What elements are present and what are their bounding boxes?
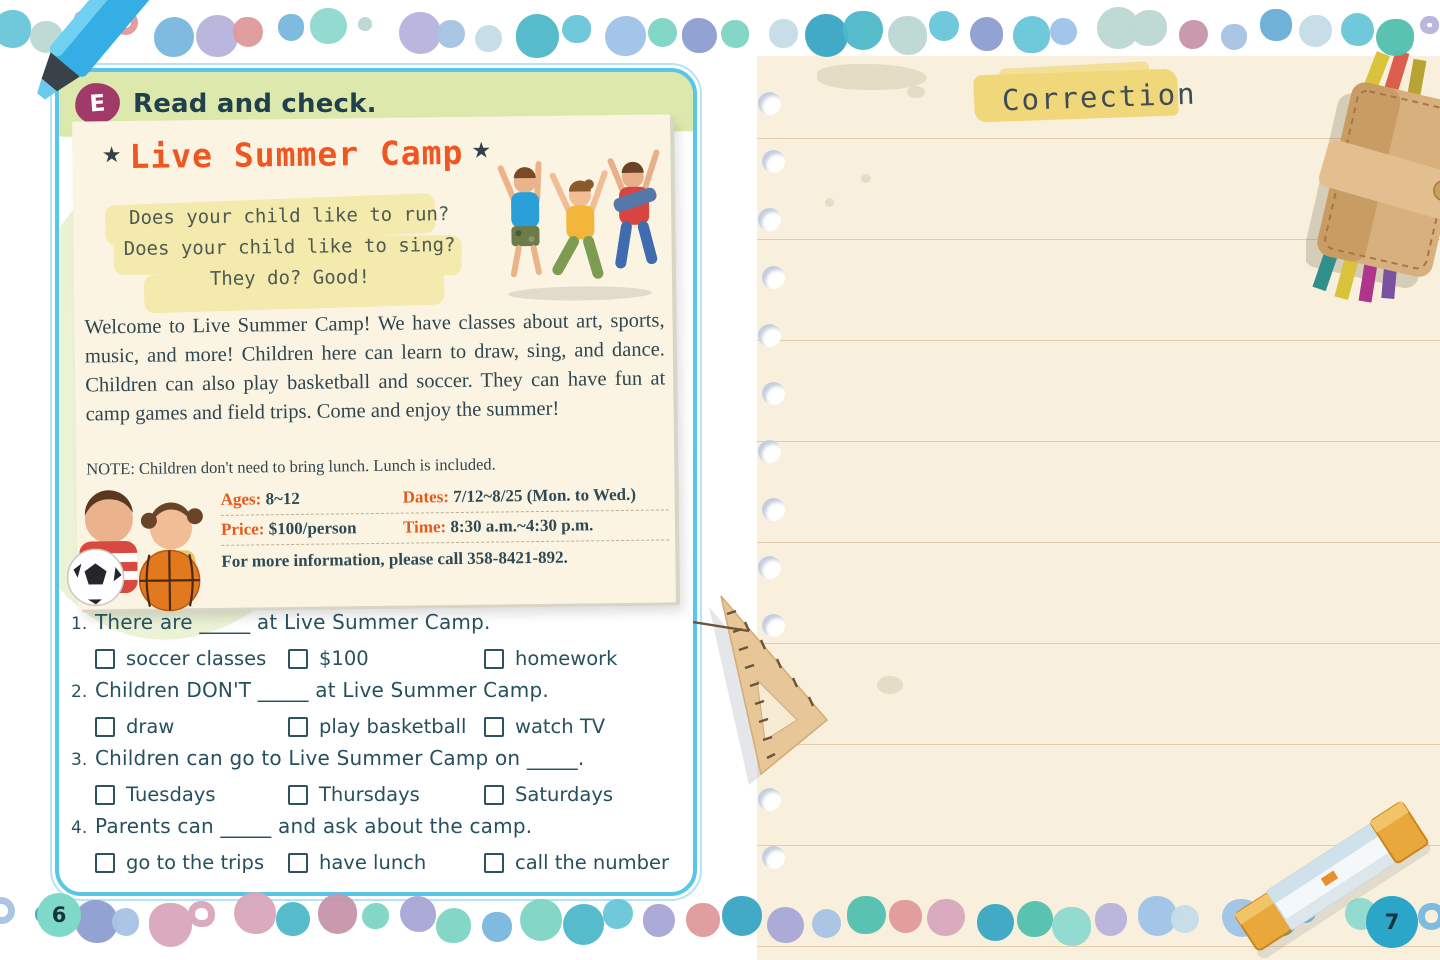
option <box>288 715 484 738</box>
kids-with-balls-photo <box>64 474 224 614</box>
checkbox[interactable] <box>288 853 308 873</box>
checkbox[interactable] <box>484 717 504 737</box>
jumping-kids-photo <box>492 120 666 304</box>
option-label: soccer classes <box>126 647 267 670</box>
paper-stain <box>825 198 834 207</box>
blue-highlighter <box>6 0 176 140</box>
dates-value: 7/12~8/25 (Mon. to Wed.) <box>453 484 637 507</box>
time-label: Time: <box>402 517 447 537</box>
watercolor-dot <box>437 20 464 47</box>
punch-hole <box>758 208 781 231</box>
triangle-ruler <box>693 588 843 793</box>
question-text: Children can go to Live Summer Camp on _____. <box>95 746 585 770</box>
watercolor-dot <box>1013 16 1050 53</box>
option-label: watch TV <box>515 715 606 738</box>
watercolor-dot <box>648 18 677 47</box>
watercolor-dot <box>1376 19 1413 56</box>
punch-hole <box>762 846 785 869</box>
question-text: Parents can _____ and ask about the camp. <box>95 814 533 838</box>
question-3 <box>69 746 689 812</box>
option <box>484 783 689 806</box>
watercolor-dot <box>812 909 841 938</box>
watercolor-dot <box>1299 15 1332 48</box>
exercise-panel <box>55 68 697 896</box>
punch-hole <box>762 150 785 173</box>
watercolor-dot <box>1341 13 1374 46</box>
watercolor-dot <box>605 16 645 56</box>
star-icon: ★ <box>101 143 122 169</box>
watercolor-dot <box>0 897 15 924</box>
option-label: $100 <box>319 647 369 670</box>
watercolor-dot <box>188 901 215 928</box>
flyer-note: NOTE: Children don't need to bring lunch. Lunch is included. <box>86 454 496 479</box>
option-label: homework <box>515 647 618 670</box>
checkbox[interactable] <box>95 853 115 873</box>
checkbox[interactable] <box>288 785 308 805</box>
question-text: Children DON'T _____ at Live Summer Camp. <box>95 678 549 702</box>
watercolor-dot <box>1095 903 1128 936</box>
watercolor-dot <box>1420 16 1439 35</box>
camp-info-box <box>221 480 670 576</box>
option-label: play basketball <box>319 715 467 738</box>
punch-hole <box>758 324 781 347</box>
watercolor-dot <box>970 17 1004 51</box>
marker-pen <box>1222 796 1440 960</box>
question-4 <box>69 814 689 880</box>
watercolor-dot <box>475 25 502 52</box>
watercolor-dot <box>643 904 675 936</box>
watercolor-dot <box>358 17 372 31</box>
watercolor-dot <box>888 16 927 55</box>
option <box>484 647 689 670</box>
option <box>288 851 484 874</box>
checkbox[interactable] <box>484 853 504 873</box>
watercolor-dot <box>1179 20 1208 49</box>
watercolor-dot <box>843 11 882 50</box>
watercolor-dot <box>400 896 436 932</box>
option <box>95 647 288 670</box>
question-number: 2. <box>71 682 88 702</box>
watercolor-dot <box>1260 9 1292 41</box>
option <box>288 647 484 670</box>
camp-flyer <box>72 114 676 609</box>
watercolor-dot <box>436 908 471 943</box>
question-2 <box>69 678 689 744</box>
ages-label: Ages: <box>220 489 262 509</box>
option <box>484 851 689 874</box>
option <box>95 783 288 806</box>
watercolor-dot <box>929 11 959 41</box>
watercolor-dot <box>362 903 388 929</box>
watercolor-dot <box>805 14 848 57</box>
option-label: Tuesdays <box>126 783 216 806</box>
checkbox[interactable] <box>288 717 308 737</box>
dates-label: Dates: <box>402 487 450 507</box>
watercolor-dot <box>1052 907 1091 946</box>
tagline-line: Does your child like to sing? <box>123 233 456 261</box>
watercolor-dot <box>686 903 720 937</box>
watercolor-dot <box>603 899 633 929</box>
watercolor-dot <box>769 19 798 48</box>
option-label: Thursdays <box>319 783 420 806</box>
watercolor-dot <box>767 907 804 944</box>
section-badge: E <box>74 81 122 125</box>
watercolor-dot <box>112 908 139 935</box>
flyer-body-text: Welcome to Live Summer Camp! We have classes about art, sports, music, and more! Children here can learn to draw, sing, and dance. Children can also play basketball and soccer. They can have fun at camp games and field trips. Come and enjoy the summer! <box>84 309 666 426</box>
watercolor-dot <box>196 15 238 57</box>
watercolor-dot <box>234 892 276 934</box>
watercolor-dot <box>1017 901 1053 937</box>
price-value: $100/person <box>268 518 357 539</box>
watercolor-dot <box>516 14 560 58</box>
star-icon: ★ <box>471 138 492 164</box>
watercolor-dot <box>318 894 358 934</box>
punch-hole <box>762 266 785 289</box>
watercolor-dot <box>927 899 965 937</box>
flyer-title-text: Live Summer Camp <box>129 132 464 176</box>
watercolor-dot <box>278 14 305 41</box>
question-number: 3. <box>71 750 88 770</box>
watercolor-dot <box>1130 10 1166 46</box>
watercolor-dot <box>889 900 923 934</box>
checkbox[interactable] <box>484 785 504 805</box>
page-number-right: 7 <box>1366 896 1418 948</box>
option-label: Saturdays <box>515 783 614 806</box>
ages-value: 8~12 <box>265 488 300 509</box>
watercolor-dot <box>399 12 440 53</box>
watercolor-dot <box>310 8 346 44</box>
watercolor-dot <box>1050 18 1077 45</box>
option <box>95 715 288 738</box>
checkbox[interactable] <box>95 717 115 737</box>
pencil-case <box>1306 36 1440 311</box>
option-label: go to the trips <box>126 851 265 874</box>
watercolor-dot <box>563 904 604 945</box>
question-1 <box>69 610 689 676</box>
question-text: There are _____ at Live Summer Camp. <box>95 610 491 634</box>
watercolor-dot <box>562 15 591 44</box>
checkbox[interactable] <box>95 649 115 669</box>
punch-hole <box>758 556 781 579</box>
option-label: draw <box>126 715 175 738</box>
info-row <box>221 540 669 576</box>
paper-stain <box>861 174 871 183</box>
watercolor-dot <box>233 17 263 47</box>
paper-stain <box>877 676 903 694</box>
watercolor-dot <box>520 899 562 941</box>
correction-title: Correction <box>1001 76 1198 118</box>
punch-hole <box>758 440 781 463</box>
more-info: For more information, please call 358-8421-892. <box>221 547 568 571</box>
option <box>484 715 689 738</box>
watercolor-dot <box>721 20 749 48</box>
watercolor-dot <box>847 896 885 934</box>
option <box>288 783 484 806</box>
watercolor-dot <box>722 896 762 936</box>
top-dot-border <box>0 0 1440 70</box>
watercolor-dot <box>276 902 310 936</box>
watercolor-dot <box>149 903 192 946</box>
watercolor-dot <box>482 912 512 942</box>
watercolor-dot <box>682 18 718 54</box>
question-number: 4. <box>71 818 88 838</box>
watercolor-dot <box>1221 24 1247 50</box>
option <box>95 851 288 874</box>
checkbox[interactable] <box>95 785 115 805</box>
questions-list <box>69 610 689 882</box>
tagline-line: Does your child like to run? <box>128 203 450 229</box>
punch-hole <box>758 92 781 115</box>
flyer-tagline <box>111 199 468 296</box>
punch-hole <box>762 498 785 521</box>
paper-stain <box>907 86 925 98</box>
option-label: have lunch <box>319 851 427 874</box>
checkbox[interactable] <box>288 649 308 669</box>
page-number-left: 6 <box>37 893 81 937</box>
section-title: Read and check. <box>133 89 377 119</box>
question-number: 1. <box>71 614 88 634</box>
tagline-line: They do? Good! <box>209 266 371 290</box>
watercolor-dot <box>1171 905 1199 933</box>
watercolor-dot <box>977 904 1014 941</box>
price-label: Price: <box>220 519 265 539</box>
time-value: 8:30 a.m.~4:30 p.m. <box>450 515 594 537</box>
option-label: call the number <box>515 851 670 874</box>
checkbox[interactable] <box>484 649 504 669</box>
punch-hole <box>762 382 785 405</box>
